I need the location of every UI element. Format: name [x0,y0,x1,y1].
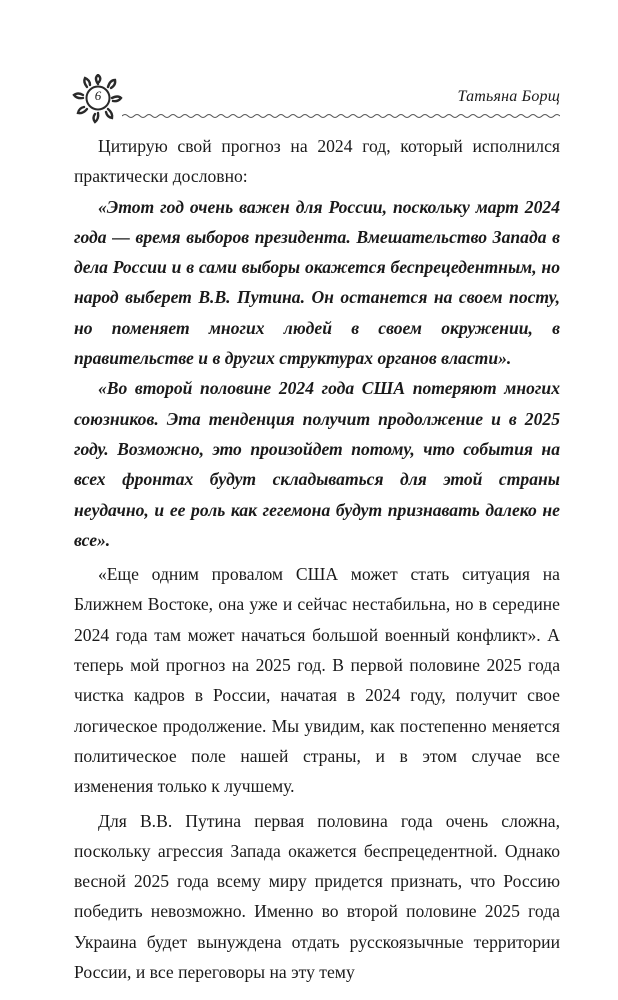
paragraph-putin: Для В.В. Путина первая половина года очень сложна, поскольку агрессия Запада окажется беспрецедентной. Однако весной 2025 года всему миру придется признать, что Россию победить невозможно. Именно во второй половине 2025 года Украина будет вынуждена отдать русскоязычные территории России, и все переговоры на эту тему [74,810,560,983]
paragraph-middle-east: «Еще одним провалом США может стать ситуация на Ближнем Востоке, она уже и сейчас нестабильна, но в середине 2024 года там может начаться большой военный конфликт». А теперь мой прогноз на 2025 год. В первой половине 2025 года чистка кадров в России, начатая в 2024 году, получит свое логическое продолжение. Мы увидим, как постепенно меняется политическое поле нашей страны, и в этом случае все изменения только к лучшему. [74,564,560,797]
body-text [74,131,560,987]
wavy-rule [122,112,560,120]
page-header [72,74,560,124]
running-head-author: Татьяна Борщ [457,88,560,105]
page-number: 6 [94,88,102,103]
quote-elections: «Этот год очень важен для России, поскольку март 2024 года — время выборов президента. Вмешательство Запада в дела России и в сами выборы окажется беспрецедентным, но народ выберет В.В. Путина. Он останется на своем посту, но поменяет многих людей в своем окружении, в правительстве и в других структурах органов власти». [74,196,560,369]
paragraph-intro: Цитирую свой прогноз на 2024 год, который исполнился практически дословно: [74,136,560,187]
quote-usa-allies: «Во второй половине 2024 года США потеряют многих союзников. Эта тенденция получит продолжение и в 2025 году. Возможно, это произойдет потому, что события на всех фронтах будут складываться для этой страны неудачно, и ее роль как гегемона будут признавать далеко не все». [74,378,560,550]
